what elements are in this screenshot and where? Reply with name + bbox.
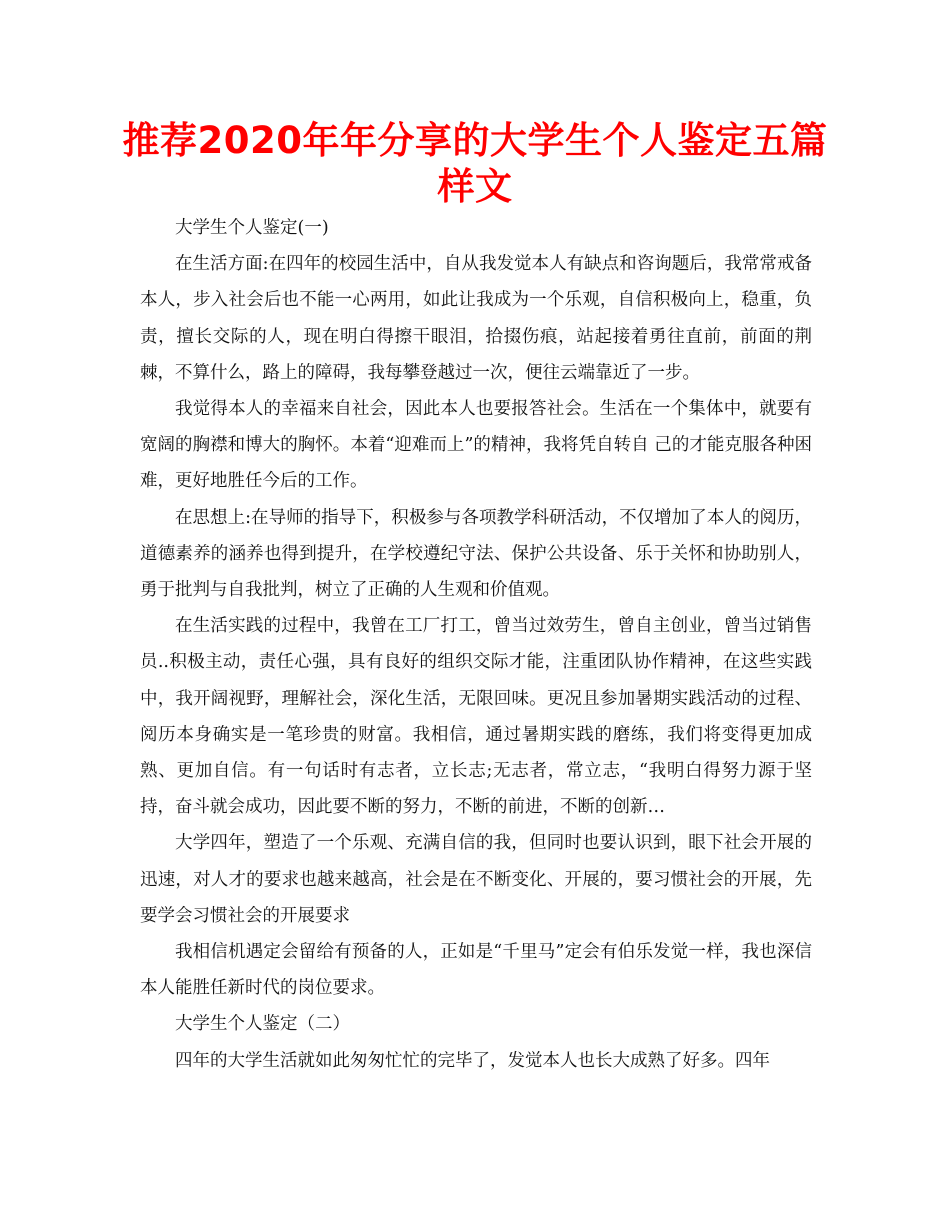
paragraph-thought: 在思想上:在导师的指导下，积极参与各项教学科研活动，不仅增加了本人的阅历，道德素养的涵养也得到提升，在学校遵纪守法、保护公共设备、乐于关怀和协助别人，勇于批判与自我批判，树立了正确的人生观和价值观。 bbox=[140, 507, 812, 601]
document-body bbox=[140, 210, 812, 1079]
paragraph-section-2-start: 四年的大学生活就如此匆匆忙忙的完毕了，发觉本人也长大成熟了好多。四年 bbox=[175, 1050, 770, 1071]
paragraph-opportunity: 我相信机遇定会留给有预备的人，正如是“千里马”定会有伯乐发觉一样，我也深信本人能胜任新时代的岗位要求。 bbox=[140, 942, 812, 999]
document-title: 推荐2020年年分享的大学生个人鉴定五篇样文 bbox=[122, 119, 828, 208]
paragraph-society: 我觉得本人的幸福来自社会，因此本人也要报答社会。生活在一个集体中，就要有宽阔的胸襟和博大的胸怀。本着“迎难而上”的精神，我将凭自转自 己的才能克服各种困难，更好地胜任今后的工作。 bbox=[140, 399, 812, 492]
paragraph-practice: 在生活实践的过程中，我曾在工厂打工，曾当过效劳生，曾自主创业，曾当过销售员..积极主动，责任心强，具有良好的组织交际才能，注重团队协作精神，在这些实践中，我开阔视野，理解社会，深化生活，无限回味。更况且参加暑期实践活动的过程、阅历本身确实是一笔珍贵的财富。我相信，通过暑期实践的磨练，我们将变得更加成熟、更加自信。有一句话时有志者，立长志;无志者，常立志，“我明白得努力源于坚持，奋斗就会成功，因此要不断的努力，不断的前进，不断的创新… bbox=[140, 616, 812, 818]
section-heading-2: 大学生个人鉴定（二） bbox=[175, 1014, 350, 1035]
section-heading-1: 大学生个人鉴定(一) bbox=[175, 218, 329, 238]
paragraph-life: 在生活方面:在四年的校园生活中，自从我发觉本人有缺点和咨询题后，我常常戒备本人，步入社会后也不能一心两用，如此让我成为一个乐观，自信积极向上，稳重，负责，擅长交际的人，现在明白得擦干眼泪，拾掇伤痕，站起接着勇往直前，前面的荆棘，不算什么，路上的障碍，我每攀登越过一次，便往云端靠近了一步。 bbox=[140, 254, 812, 383]
paragraph-four-years: 大学四年，塑造了一个乐观、充满自信的我，但同时也要认识到，眼下社会开展的迅速，对人才的要求也越来越高，社会是在不断变化、开展的，要习惯社会的开展，先要学会习惯社会的开展要求 bbox=[140, 833, 812, 926]
